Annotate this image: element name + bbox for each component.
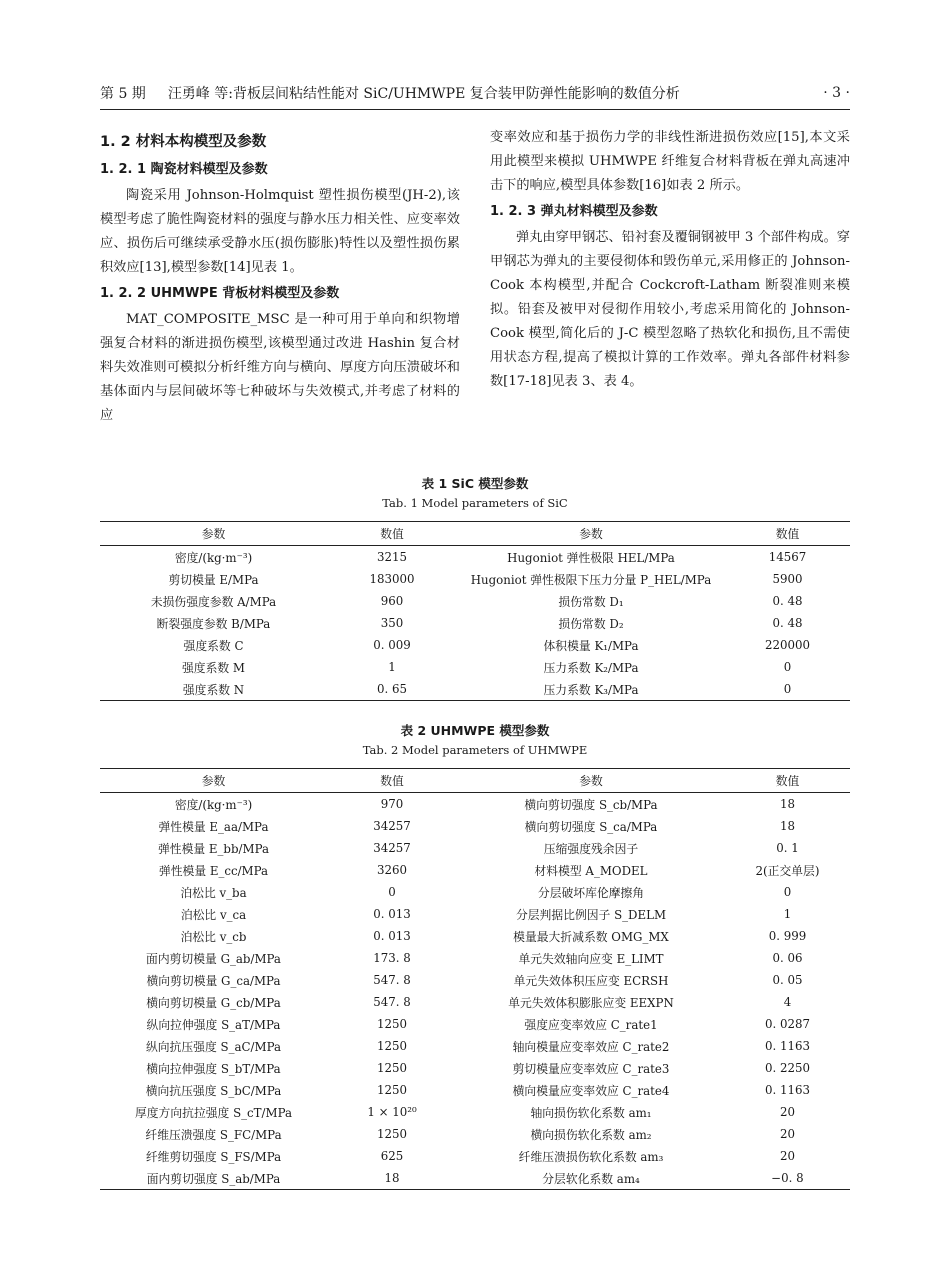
table-cell: 0. 009 [373, 638, 411, 652]
table-cell: 横向损伤软化系数 am₂ [530, 1127, 652, 1142]
table-cell: 0. 999 [768, 929, 807, 943]
table-row [100, 837, 850, 859]
table-cell: 未损伤强度参数 A/MPa [150, 594, 277, 609]
table-cell: 弹性模量 E_bb/MPa [157, 841, 270, 856]
table-cell: 分层软化系数 am₄ [457, 1167, 725, 1190]
table-cell: 0. 48 [772, 616, 803, 630]
table-row [100, 656, 850, 678]
table-cell: 剪切模量 E/MPa [168, 572, 259, 587]
table-cell: 横向模量应变率效应 C_rate4 [512, 1083, 670, 1098]
running-title: 汪勇峰 等:背板层间粘结性能对 SiC/UHMWPE 复合装甲防弹性能影响的数值分析 [167, 86, 680, 102]
issue-number: 第 5 期 [100, 86, 146, 102]
table-cell: 220000 [764, 638, 811, 652]
table-cell: 材料模型 A_MODEL [534, 863, 648, 878]
table1-caption-cn: 表 1 SiC 模型参数 [421, 476, 529, 491]
page-number: · 3 · [823, 85, 850, 101]
table-cell: 0. 65 [327, 678, 457, 701]
table-cell: 14567 [768, 550, 807, 564]
table-cell: 单元失效体积压应变 ECRSH [513, 973, 669, 988]
table1-caption-en: Tab. 1 Model parameters of SiC [382, 496, 568, 510]
table-row [100, 1035, 850, 1057]
table-cell: 强度系数 C [183, 638, 244, 653]
table1-caption [100, 474, 850, 512]
paragraph-projectile: 弹丸由穿甲钢芯、铅衬套及覆铜钢被甲 3 个部件构成。穿甲钢芯为弹丸的主要侵彻体和毁伤单元,采用修正的 Johnson-Cook 本构模型,并配合 Cockcroft-Latham 断裂准则来模拟。铅套及被甲对侵彻作用较小,考虑采用简化的 Johnson-Cook 模型,简化后的 J-C 模型忽略了热软化和损伤,且不需使用状态方程,提高了模拟计算的工作效率。弹丸各部件材料参数[17-18]见表 3、表 4。 [490, 230, 850, 389]
table-cell: 0 [783, 885, 792, 899]
table-cell: 泊松比 v_ca [180, 907, 247, 922]
table-cell: 断裂强度参数 B/MPa [156, 616, 271, 631]
table-cell: 弹性模量 E_cc/MPa [158, 863, 269, 878]
table-row [100, 859, 850, 881]
table-cell: 18 [327, 1167, 457, 1190]
table-row [100, 1057, 850, 1079]
table-cell: 0. 06 [772, 951, 803, 965]
table-cell: 面内剪切模量 G_ab/MPa [146, 951, 281, 966]
table-cell: 轴向模量应变率效应 C_rate2 [512, 1039, 670, 1054]
table2-caption-cn: 表 2 UHMWPE 模型参数 [400, 723, 550, 738]
table-cell: 183000 [369, 572, 415, 586]
table2-caption-en: Tab. 2 Model parameters of UHMWPE [362, 743, 588, 757]
table-cell: 单元失效轴向应变 E_LIMT [518, 951, 664, 966]
table-cell: 体积模量 K₁/MPa [543, 638, 639, 653]
table-cell: 纵向抗压强度 S_aC/MPa [145, 1039, 282, 1054]
table-cell: 173. 8 [373, 951, 411, 965]
table-sic-params [100, 521, 850, 701]
table-header-cell: 数值 [725, 522, 850, 546]
table-cell: 纤维压溃强度 S_FC/MPa [145, 1127, 282, 1142]
table-cell: 0. 1163 [764, 1039, 811, 1053]
paragraph-uhmwpe-cont: 变率效应和基于损伤力学的非线性渐进损伤效应[15],本文采用此模型来模拟 UHMWPE 纤维复合材料背板在弹丸高速冲击下的响应,模型具体参数[16]如表 2 所示。 [490, 130, 850, 193]
table-cell: 厚度方向抗拉强度 S_cT/MPa [134, 1105, 293, 1120]
table-cell: 0. 05 [772, 973, 803, 987]
table-cell: 横向抗压强度 S_bC/MPa [145, 1083, 282, 1098]
table-cell: 强度系数 M [181, 660, 246, 675]
table-cell: 0. 48 [772, 594, 803, 608]
table-row [100, 634, 850, 656]
left-column [100, 126, 460, 428]
table-cell: 1 [388, 660, 396, 674]
table-row [100, 1145, 850, 1167]
table-row [100, 612, 850, 634]
table-header-cell: 数值 [725, 769, 850, 793]
table-cell: −0. 8 [725, 1167, 850, 1190]
table-cell: 面内剪切强度 S_ab/MPa [100, 1167, 327, 1190]
table-cell: 轴向损伤软化系数 am₁ [530, 1105, 652, 1120]
table-row [100, 881, 850, 903]
table-cell: 纤维剪切强度 S_FS/MPa [145, 1149, 282, 1164]
table-header-cell: 参数 [457, 522, 725, 546]
table-row [100, 903, 850, 925]
table-cell: 1250 [376, 1017, 408, 1031]
table-cell: 0. 013 [373, 907, 411, 921]
subsection-heading-uhmwpe: 1. 2. 2 UHMWPE 背板材料模型及参数 [100, 286, 340, 301]
table-cell: 3215 [376, 550, 408, 564]
table-row [100, 546, 850, 569]
table-cell: 压缩强度残余因子 [543, 841, 639, 856]
table-cell: 960 [380, 594, 404, 608]
table-cell: 强度系数 N [100, 678, 327, 701]
table-cell: 3260 [376, 863, 408, 877]
table-header-cell: 参数 [100, 522, 327, 546]
table-cell: 20 [779, 1105, 795, 1119]
table-cell: 2(正交单层) [755, 863, 820, 878]
table-header-cell: 参数 [457, 769, 725, 793]
table-cell: 1250 [376, 1083, 408, 1097]
table-cell: 密度/(kg·m⁻³) [174, 797, 253, 812]
table-cell: 0 [725, 678, 850, 701]
table-cell: 横向剪切模量 G_ca/MPa [146, 973, 281, 988]
table-uhmwpe-params [100, 768, 850, 1190]
table-cell: 1250 [376, 1061, 408, 1075]
right-column [490, 126, 850, 394]
table-cell: 单元失效体积膨胀应变 EEXPN [508, 995, 674, 1010]
subsection-heading-projectile: 1. 2. 3 弹丸材料模型及参数 [490, 204, 658, 219]
table-cell: Hugoniot 弹性极限 HEL/MPa [507, 550, 675, 565]
table-cell: 34257 [373, 819, 411, 833]
table-row [100, 947, 850, 969]
table-cell: 0. 2250 [764, 1061, 811, 1075]
table-row [100, 991, 850, 1013]
table-header-cell: 数值 [327, 522, 457, 546]
table-cell: 横向拉伸强度 S_bT/MPa [146, 1061, 281, 1076]
table-row [100, 1167, 850, 1190]
table-cell: 34257 [373, 841, 411, 855]
table-cell: 分层判据比例因子 S_DELM [515, 907, 667, 922]
header-rule [100, 109, 850, 110]
table2-caption [100, 721, 850, 759]
section-heading: 1. 2 材料本构模型及参数 [100, 134, 267, 150]
table-cell: 纵向拉伸强度 S_aT/MPa [146, 1017, 281, 1032]
table-cell: 分层破坏库伦摩擦角 [537, 885, 645, 900]
table-cell: Hugoniot 弹性极限下压力分量 P_HEL/MPa [470, 572, 712, 587]
table-cell: 0. 0287 [764, 1017, 811, 1031]
table-cell: 泊松比 v_ba [180, 885, 247, 900]
table-cell: 0. 013 [373, 929, 411, 943]
table-row [100, 1079, 850, 1101]
table-cell: 5900 [772, 572, 803, 586]
table-cell: 泊松比 v_cb [180, 929, 247, 944]
table-cell: 350 [380, 616, 404, 630]
table-cell: 0 [783, 660, 792, 674]
table-row [100, 925, 850, 947]
table-row [100, 969, 850, 991]
table-cell: 弹性模量 E_aa/MPa [158, 819, 269, 834]
table-cell: 20 [779, 1149, 795, 1163]
table-cell: 压力系数 K₃/MPa [457, 678, 725, 701]
table-cell: 0. 1163 [764, 1083, 811, 1097]
table-cell: 0 [388, 885, 396, 899]
table-cell: 18 [779, 819, 795, 833]
table-cell: 损伤常数 D₁ [558, 594, 624, 609]
table-cell: 4 [783, 995, 792, 1009]
table-row [100, 815, 850, 837]
table-cell: 横向剪切强度 S_ca/MPa [524, 819, 658, 834]
table-row [100, 678, 850, 701]
running-header [100, 78, 850, 108]
table-cell: 横向剪切模量 G_cb/MPa [146, 995, 281, 1010]
table-cell: 1250 [376, 1127, 408, 1141]
table-cell: 密度/(kg·m⁻³) [174, 550, 253, 565]
table-cell: 18 [779, 797, 795, 811]
table-row [100, 568, 850, 590]
table-cell: 横向剪切强度 S_cb/MPa [524, 797, 658, 812]
table-cell: 1 × 10²⁰ [367, 1105, 417, 1119]
table-cell: 625 [380, 1149, 404, 1163]
table-header-cell: 参数 [100, 769, 327, 793]
paragraph-ceramic: 陶瓷采用 Johnson-Holmquist 塑性损伤模型(JH-2),该模型考虑了脆性陶瓷材料的强度与静水压力相关性、应变率效应、损伤后可继续承受静水压(损伤膨胀)特性以及塑性损伤累积效应[13],模型参数[14]见表 1。 [100, 188, 460, 275]
table-cell: 20 [779, 1127, 795, 1141]
table-cell: 压力系数 K₂/MPa [543, 660, 639, 675]
table-row [100, 1101, 850, 1123]
table-cell: 损伤常数 D₂ [558, 616, 624, 631]
table-cell: 1250 [376, 1039, 408, 1053]
table-header-cell: 数值 [327, 769, 457, 793]
table-cell: 纤维压溃损伤软化系数 am₃ [518, 1149, 664, 1164]
table-row [100, 1013, 850, 1035]
paragraph-uhmwpe: MAT_COMPOSITE_MSC 是一种可用于单向和织物增强复合材料的渐进损伤模型,该模型通过改进 Hashin 复合材料失效准则可模拟分析纤维方向与横向、厚度方向压溃破坏和基体面内与层间破坏等七种破坏与失效模式,并考虑了材料的应 [100, 312, 460, 423]
table-cell: 547. 8 [373, 973, 411, 987]
table-cell: 模量最大折减系数 OMG_MX [513, 929, 669, 944]
table-cell: 强度应变率效应 C_rate1 [524, 1017, 658, 1032]
table-cell: 0. 1 [776, 841, 799, 855]
table-cell: 剪切模量应变率效应 C_rate3 [512, 1061, 670, 1076]
table-row [100, 590, 850, 612]
table-cell: 1 [783, 907, 792, 921]
table-cell: 970 [380, 797, 404, 811]
table-row [100, 793, 850, 816]
table-cell: 547. 8 [373, 995, 411, 1009]
table-row [100, 1123, 850, 1145]
subsection-heading-ceramic: 1. 2. 1 陶瓷材料模型及参数 [100, 162, 268, 177]
